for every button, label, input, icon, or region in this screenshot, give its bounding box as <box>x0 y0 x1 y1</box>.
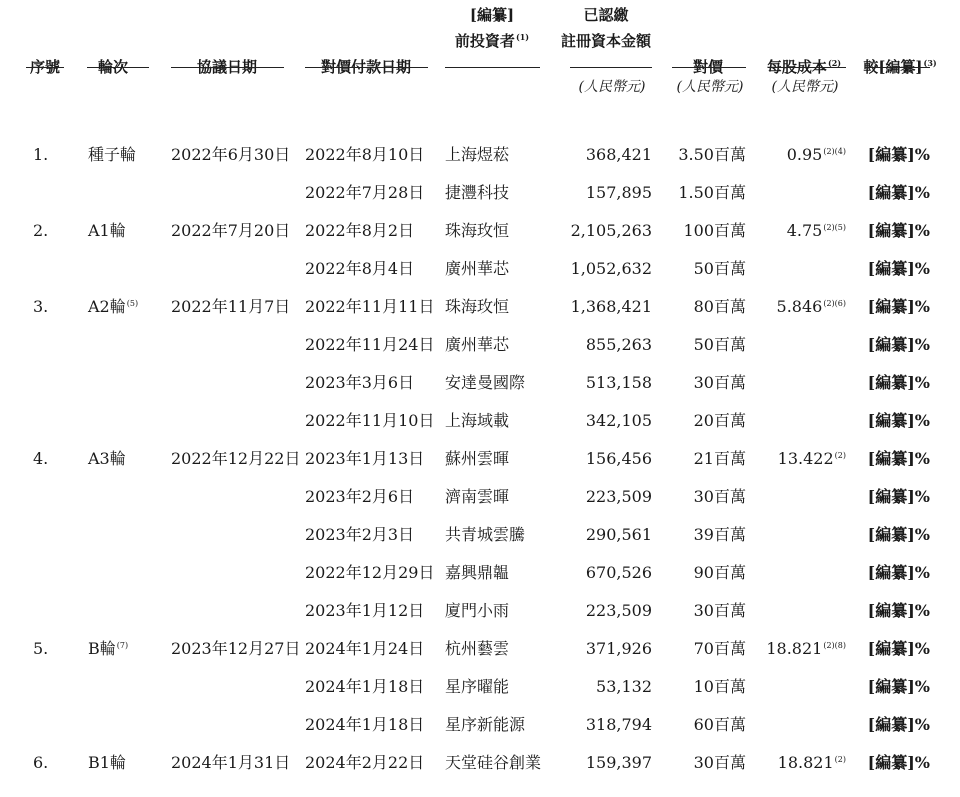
row-capital: 223,509 <box>585 487 652 506</box>
row-discount: [編纂]% <box>867 487 930 506</box>
header-discount-underline <box>866 67 930 68</box>
row-cost <box>845 255 846 283</box>
row-investor: 嘉興鼎韞 <box>445 563 510 582</box>
row-payment-date: 2022年11月24日 <box>305 335 435 354</box>
row-discount: [編纂]% <box>867 639 930 658</box>
row-agreement-date: 2022年12月22日 <box>171 449 301 468</box>
row-payment-date: 2023年1月12日 <box>305 601 425 620</box>
row-payment-date: 2024年1月18日 <box>305 715 425 734</box>
row-agreement-date: 2023年12月27日 <box>171 639 301 658</box>
row-payment-date: 2022年8月10日 <box>305 145 425 164</box>
row-round: A2輪$^{(5)}$ <box>88 297 139 316</box>
unit-cost: (人民幣元) <box>771 79 839 95</box>
row-round <box>88 521 89 549</box>
row-cost: 18.821$^{(2)}$ <box>777 753 846 772</box>
row-payment-date: 2023年2月3日 <box>305 525 415 544</box>
row-investor: 星序新能源 <box>445 715 526 734</box>
row-discount: [編纂]% <box>867 183 930 202</box>
row-payment-date: 2022年11月11日 <box>305 297 435 316</box>
table-row <box>0 673 960 701</box>
row-cost: $4.75^{(2)(5)}$ <box>786 221 846 240</box>
row-investor: 濟南雲暉 <box>445 487 510 506</box>
row-seq: 4. <box>33 449 49 468</box>
row-capital: 156,456 <box>585 449 652 468</box>
row-capital: 368,421 <box>585 145 652 164</box>
unit-consideration: (人民幣元) <box>676 79 744 95</box>
header-payment-date: 對價付款日期 <box>320 58 411 76</box>
row-discount: [編纂]% <box>867 411 930 430</box>
row-round <box>88 559 89 587</box>
row-investor: 上海煜菘 <box>445 145 510 164</box>
row-round <box>88 407 89 435</box>
row-investor: 共青城雲騰 <box>445 525 526 544</box>
row-capital: 513,158 <box>585 373 652 392</box>
unit-capital: (人民幣元) <box>578 79 646 95</box>
table-row <box>0 635 960 663</box>
row-cost <box>845 483 846 511</box>
row-consideration: 10百萬 <box>693 677 746 696</box>
row-payment-date: 2022年11月10日 <box>305 411 435 430</box>
row-consideration: 21百萬 <box>693 449 746 468</box>
table-row <box>0 559 960 587</box>
header-round-underline <box>87 67 149 68</box>
row-payment-date: 2024年2月22日 <box>305 753 425 772</box>
row-investor: 捷灃科技 <box>445 183 510 202</box>
row-round: A3輪 <box>88 449 126 468</box>
row-discount: [編纂]% <box>867 335 930 354</box>
row-discount: [編纂]% <box>867 525 930 544</box>
row-consideration: 70百萬 <box>693 639 746 658</box>
row-discount: [編纂]% <box>867 677 930 696</box>
row-discount: [編纂]% <box>867 715 930 734</box>
row-discount: [編纂]% <box>867 563 930 582</box>
row-seq: 3. <box>33 297 49 316</box>
header-seq-underline <box>26 67 64 68</box>
row-capital: 670,526 <box>585 563 652 582</box>
row-payment-date: 2024年1月18日 <box>305 677 425 696</box>
row-investor: 珠海玫恒 <box>445 297 510 316</box>
row-capital: 53,132 <box>596 677 652 696</box>
row-investor: 上海域載 <box>445 411 510 430</box>
row-consideration: 50百萬 <box>693 259 746 278</box>
row-round <box>88 369 89 397</box>
row-consideration: 3.50百萬 <box>678 145 746 164</box>
row-consideration: 60百萬 <box>693 715 746 734</box>
row-consideration: 30百萬 <box>693 753 746 772</box>
row-cost: $18.821^{(2)(8)}$ <box>766 639 846 658</box>
row-capital: 223,509 <box>585 601 652 620</box>
header-seq: 序號 <box>29 58 60 76</box>
table-row <box>0 141 960 169</box>
row-payment-date: 2022年8月2日 <box>305 221 415 240</box>
table-row <box>0 331 960 359</box>
header-payment-underline <box>305 67 428 68</box>
row-investor: 安達曼國際 <box>445 373 526 392</box>
row-investor: 天堂硅谷創業 <box>445 753 542 772</box>
table-row <box>0 711 960 739</box>
table-row <box>0 749 960 777</box>
row-discount: [編纂]% <box>867 297 930 316</box>
row-capital: 1,368,421 <box>570 297 652 316</box>
row-agreement-date: 2022年7月20日 <box>171 221 291 240</box>
row-round: A1輪 <box>88 221 126 240</box>
row-payment-date: 2023年2月6日 <box>305 487 415 506</box>
row-round: 種子輪 <box>88 145 137 164</box>
row-discount: [編纂]% <box>867 449 930 468</box>
header-round: 輪次 <box>97 58 128 76</box>
table-row <box>0 407 960 435</box>
row-round <box>88 179 89 207</box>
row-capital: 1,052,632 <box>570 259 652 278</box>
row-payment-date: 2023年3月6日 <box>305 373 415 392</box>
row-cost <box>845 597 846 625</box>
header-agreement-date: 協議日期 <box>196 58 257 76</box>
table-row <box>0 369 960 397</box>
row-investor: 杭州藝雲 <box>445 639 510 658</box>
row-seq: 2. <box>33 221 49 240</box>
row-investor: 蘇州雲暉 <box>445 449 510 468</box>
row-cost <box>845 331 846 359</box>
row-cost <box>845 521 846 549</box>
row-investor: 珠海玫恒 <box>445 221 510 240</box>
row-capital: 2,105,263 <box>570 221 652 240</box>
row-discount: [編纂]% <box>867 145 930 164</box>
row-payment-date: 2022年12月29日 <box>305 563 435 582</box>
table-row <box>0 293 960 321</box>
row-round <box>88 673 89 701</box>
table-row <box>0 597 960 625</box>
row-round <box>88 331 89 359</box>
row-discount: [編纂]% <box>867 601 930 620</box>
row-consideration: 20百萬 <box>693 411 746 430</box>
row-consideration: 50百萬 <box>693 335 746 354</box>
header-capital-underline <box>570 67 652 68</box>
row-round <box>88 483 89 511</box>
row-round <box>88 597 89 625</box>
table-row <box>0 521 960 549</box>
row-capital: 157,895 <box>585 183 652 202</box>
row-cost: 13.422$^{(2)}$ <box>777 449 846 468</box>
row-discount: [編纂]% <box>867 373 930 392</box>
row-round: B輪$^{(7)}$ <box>88 639 129 658</box>
row-cost <box>845 559 846 587</box>
row-consideration: 30百萬 <box>693 487 746 506</box>
table-row <box>0 217 960 245</box>
row-cost <box>845 407 846 435</box>
row-consideration: 80百萬 <box>693 297 746 316</box>
row-capital: 290,561 <box>585 525 652 544</box>
row-capital: 371,926 <box>585 639 652 658</box>
header-discount: 較[編纂]$^{(3)}$ <box>863 58 937 76</box>
row-cost <box>845 711 846 739</box>
header-investor-underline <box>445 67 540 68</box>
table-row <box>0 483 960 511</box>
row-cost: $0.95^{(2)(4)}$ <box>786 145 846 164</box>
row-round <box>88 711 89 739</box>
header-cost-underline <box>768 67 846 68</box>
row-agreement-date: 2024年1月31日 <box>171 753 291 772</box>
row-consideration: 1.50百萬 <box>678 183 746 202</box>
row-investor: 廣州華芯 <box>445 335 510 354</box>
row-capital: 318,794 <box>585 715 652 734</box>
row-round <box>88 255 89 283</box>
table-row <box>0 445 960 473</box>
row-cost <box>845 369 846 397</box>
row-cost <box>845 179 846 207</box>
row-discount: [編纂]% <box>867 753 930 772</box>
row-consideration: 90百萬 <box>693 563 746 582</box>
header-consideration: 對價 <box>692 58 723 76</box>
row-consideration: 39百萬 <box>693 525 746 544</box>
row-round: B1輪 <box>88 753 126 772</box>
row-consideration: 100百萬 <box>683 221 746 240</box>
row-investor: 廈門小雨 <box>445 601 510 620</box>
row-seq: 6. <box>33 753 49 772</box>
row-payment-date: 2022年8月4日 <box>305 259 415 278</box>
table-row <box>0 255 960 283</box>
row-seq: 1. <box>33 145 49 164</box>
row-consideration: 30百萬 <box>693 601 746 620</box>
row-agreement-date: 2022年11月7日 <box>171 297 291 316</box>
row-capital: 342,105 <box>585 411 652 430</box>
row-capital: 855,263 <box>585 335 652 354</box>
header-investor: [編纂] 前投資者$^{(1)}$ <box>454 6 530 50</box>
row-investor: 廣州華芯 <box>445 259 510 278</box>
row-capital: 159,397 <box>585 753 652 772</box>
row-discount: [編纂]% <box>867 259 930 278</box>
header-consideration-underline <box>672 67 746 68</box>
row-agreement-date: 2022年6月30日 <box>171 145 291 164</box>
row-payment-date: 2023年1月13日 <box>305 449 425 468</box>
row-investor: 星序曜能 <box>445 677 510 696</box>
row-cost <box>845 673 846 701</box>
header-agreement-underline <box>171 67 284 68</box>
row-discount: [編纂]% <box>867 221 930 240</box>
row-cost: $5.846^{(2)(6)}$ <box>776 297 846 316</box>
row-seq: 5. <box>33 639 49 658</box>
header-cost: 每股成本$^{(2)}$ <box>766 58 842 76</box>
table-row <box>0 179 960 207</box>
row-payment-date: 2022年7月28日 <box>305 183 425 202</box>
row-consideration: 30百萬 <box>693 373 746 392</box>
header-capital: 已認繳 註冊資本金額 <box>560 6 651 50</box>
row-payment-date: 2024年1月24日 <box>305 639 425 658</box>
